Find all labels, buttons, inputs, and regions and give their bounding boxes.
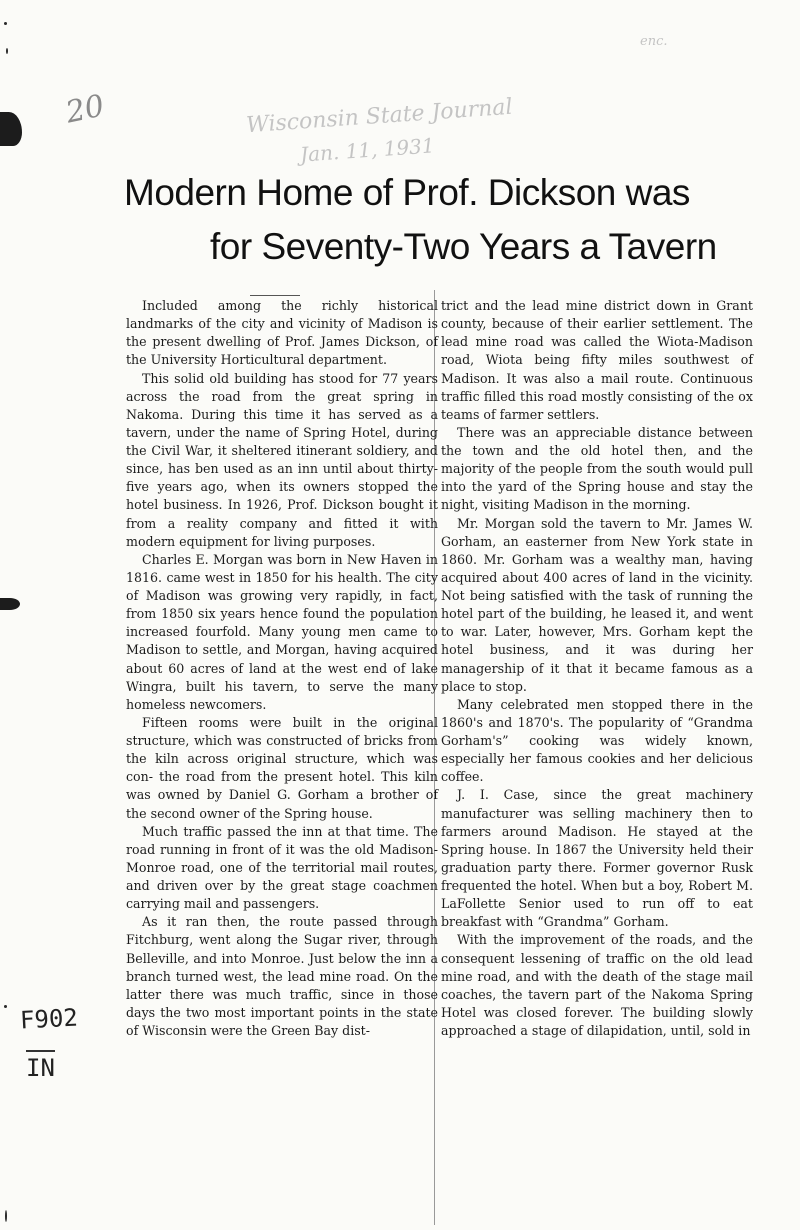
- headline-line2: for Seventy-Two Years a Tavern: [210, 226, 717, 267]
- paragraph: Charles E. Morgan was born in New Haven in 1816. came west in 1850 for his health. The city of Madison was growing very rapidly, in fact, from 1850 six years hence found the population increased fourfold. Many young men came to Madison to settle, and Morgan, having acquired about 60 acres of land at the west end of lake Wingra, built his tavern, to serve the many homeless newcomers.: [126, 551, 438, 712]
- paragraph: Much traffic passed the inn at that time. The road running in front of it was the old Madison-Monroe road, one of the territorial mail routes, and driven over by the great stage coachmen carrying mail and passengers.: [126, 823, 438, 912]
- headline-rule: [250, 295, 300, 296]
- paragraph: This solid old building has stood for 77 years across the road from the great spring in Nakoma. During this time it has served as a tavern, under the name of Spring Hotel, during the Civil War, it sheltered itinerant soldiery, and since, has ben used as an inn until about thirty-five years ago, when its owners stopped the hotel business. In 1926, Prof. Dickson bought it from a reality company and fitted it with modern equipment for living purposes.: [126, 370, 438, 549]
- scan-blot: [0, 598, 20, 610]
- call-suffix: IN: [26, 1050, 55, 1082]
- top-scrawl: enc.: [640, 34, 668, 49]
- article-column-right: [441, 297, 753, 1040]
- article-column-left: [126, 297, 438, 1040]
- scan-speck: [4, 1005, 7, 1008]
- scan-speck: [6, 48, 8, 54]
- clipping-number: 20: [62, 88, 108, 131]
- scan-speck: [5, 1210, 7, 1222]
- paragraph: There was an appreciable distance between the town and the old hotel then, and the majority of the people from the south would pull into the yard of the Spring house and stay the night, visiting Madison in the morning.: [441, 424, 753, 513]
- paragraph: J. I. Case, since the great machinery manufacturer was selling machinery then to farmers around Madison. He stayed at the Spring house. In 1867 the University held their graduation party there. Former governor Rusk frequented the hotel. When but a boy, Robert M. LaFollette Senior used to run off to eat breakfast with “Grandma” Gorham.: [441, 787, 753, 930]
- paragraph: trict and the lead mine district down in Grant county, because of their earlier settlement. The lead mine road was called the Wiota-Madison road, Wiota being fifty miles southwest of Madison. It was also a mail route. Continuous traffic filled this road mostly consisting of the ox teams of farmer settlers.: [441, 298, 753, 422]
- paragraph: Fifteen rooms were built in the original structure, which was constructed of bricks from the kiln across original structure, which was con- the road from the present hotel. This kiln was owned by Daniel G. Gorham a brother of the second owner of the Spring house.: [126, 714, 438, 821]
- paragraph: With the improvement of the roads, and the consequent lessening of traffic on the old lead mine road, and with the death of the stage mail coaches, the tavern part of the Nakoma Spring Hotel was closed forever. The building slowly approached a stage of dilapidation, until, sold in: [441, 932, 753, 1038]
- headline-line1: Modern Home of Prof. Dickson was: [124, 172, 690, 213]
- source-note-line2: Jan. 11, 1931: [299, 133, 436, 167]
- source-note-line1: Wisconsin State Journal: [245, 94, 514, 139]
- scan-blot: [0, 112, 22, 146]
- call-number: F902: [19, 1003, 79, 1035]
- paragraph: Mr. Morgan sold the tavern to Mr. James W. Gorham, an easterner from New York state in 1860. Mr. Gorham was a wealthy man, having acquired about 400 acres of land in the vicinity. Not being satisfied with the task of running the hotel part of the building, he leased it, and went to war. Later, however, Mrs. Gorham kept the hotel business, and it was during her managership of it that it became famous as a place to stop.: [441, 515, 753, 694]
- scan-speck: [4, 22, 7, 25]
- paragraph: Many celebrated men stopped there in the 1860's and 1870's. The popularity of “Grandma Gorham's” cooking was widely known, especially her famous cookies and her delicious coffee.: [441, 696, 753, 785]
- paragraph: As it ran then, the route passed through Fitchburg, went along the Sugar river, through Belleville, and into Monroe. Just below the inn a branch turned west, the lead mine road. On the latter there was much traffic, since in those days the two most important points in the state of Wisconsin were the Green Bay dist-: [126, 914, 438, 1038]
- paragraph: Included among the richly historical landmarks of the city and vicinity of Madison is the present dwelling of Prof. James Dickson, of the University Horticultural department.: [126, 298, 438, 368]
